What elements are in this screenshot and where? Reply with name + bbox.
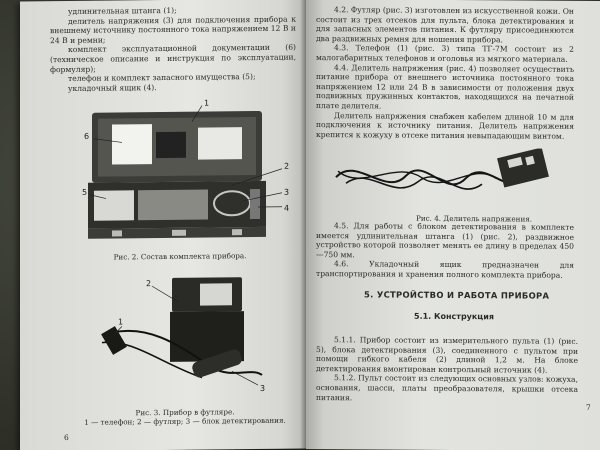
paragraph: 4.2. Футляр (рис. 3) изготовлен из искусственной кожи. Он состоит из трех отсеков для пульта, блока детектирования и для запасных элементов питания. К футляру присоединяются два раздвижных ремня для ношения прибора. [316,5,574,45]
right-page-bottom-text [316,335,578,404]
callout-3: 3 [260,383,266,393]
callout-2: 2 [146,279,152,289]
callout-6: 6 [84,131,90,141]
callout-1: 1 [204,98,210,108]
paragraph: 5.1.2. Пульт состоит из следующих основных узлов: кожуха, основания, шасси, платы преобразователя, крышки отсека питания. [316,373,578,402]
page-number-right: 7 [586,402,591,412]
paragraph: 5.1.1. Прибор состоит из измерительного пульта (1) (рис. 5), блока детектирования (3), соединенного с пультом при помощи гибкого кабеля (2) длиной 1,2 м. На блоке детектирования вмонтирован контрольный источник (4). [316,335,578,375]
paragraph: Делитель напряжения снабжен кабелем длиной 10 м для подключения к источнику питания. Делитель напряжения крепится к кожуху в отсеке питания невыпадающим винтом. [316,110,574,141]
figure-2-caption: Рис. 2. Состав комплекта прибора. [113,251,247,262]
left-page-intro-text [50,5,296,94]
paragraph: 4.6. Укладочный ящик предназначен для транспортирования и хранения полного комплекта прибора. [316,259,574,280]
paragraph: телефон и комплект запасного имущества (5); [68,72,256,84]
callout-4: 4 [284,203,290,213]
right-page [306,0,600,450]
callout-3: 3 [284,187,290,197]
callout-5: 5 [82,187,88,197]
section-heading: 5. УСТРОЙСТВО И РАБОТА ПРИБОРА [364,289,550,301]
paragraph: 4.3. Телефон (1) (рис. 3) типа ТГ-7М состоит из 2 малогабаритных телефонов и оголовья из мягкого материала. [316,43,574,64]
paragraph: укладочный ящик (4). [68,82,157,93]
figure-4-voltage-divider-photo [326,147,566,209]
subsection-heading: 5.1. Конструкция [414,311,494,322]
figure-3-caption-legend: 1 — телефон; 2 — футляр; 3 — блок детектирования. [84,415,286,427]
figure-3-caption [70,407,300,427]
left-page [20,0,306,450]
paragraph: 4.4. Делитель напряжения (рис. 4) позволяет осуществить питание прибора от внешнего источника постоянного тока напряжением 12 или 24 В в зависимости от положения двух подвижных пружинных контактов, находящихся на печатной плате делителя. [316,62,574,111]
figure-3-instrument-photo [92,267,288,407]
callout-2: 2 [284,161,290,171]
callout-1: 1 [118,317,124,327]
right-page-top-text [316,5,574,141]
paragraph: 4.5. Для работы с блоком детектирования в комплекте имеется удлинительная штанга (1) (рис. 2), раздвижное устройство которой позволяет менять ее длину в пределах 450—750 мм. [316,221,574,260]
paragraph: комплект эксплуатационной документации (6) (техническое описание и инструкция по эксплуатации, формуляр); [50,42,296,74]
page-number-left: 6 [64,432,69,443]
figure-3-caption-title: Рис. 3. Прибор в футляре. [135,407,235,418]
figure-4-caption: Рис. 4. Делитель напряжения. [416,213,533,224]
paragraph: удлинительная штанга (1); [68,5,177,16]
right-page-mid-text [316,221,574,280]
paragraph: делитель напряжения (3) для подключения прибора к внешнему источнику постоянного тока напряжением 12 В и 24 В и ремни; [50,14,296,45]
figure-2-kit-case-photo [82,97,302,249]
